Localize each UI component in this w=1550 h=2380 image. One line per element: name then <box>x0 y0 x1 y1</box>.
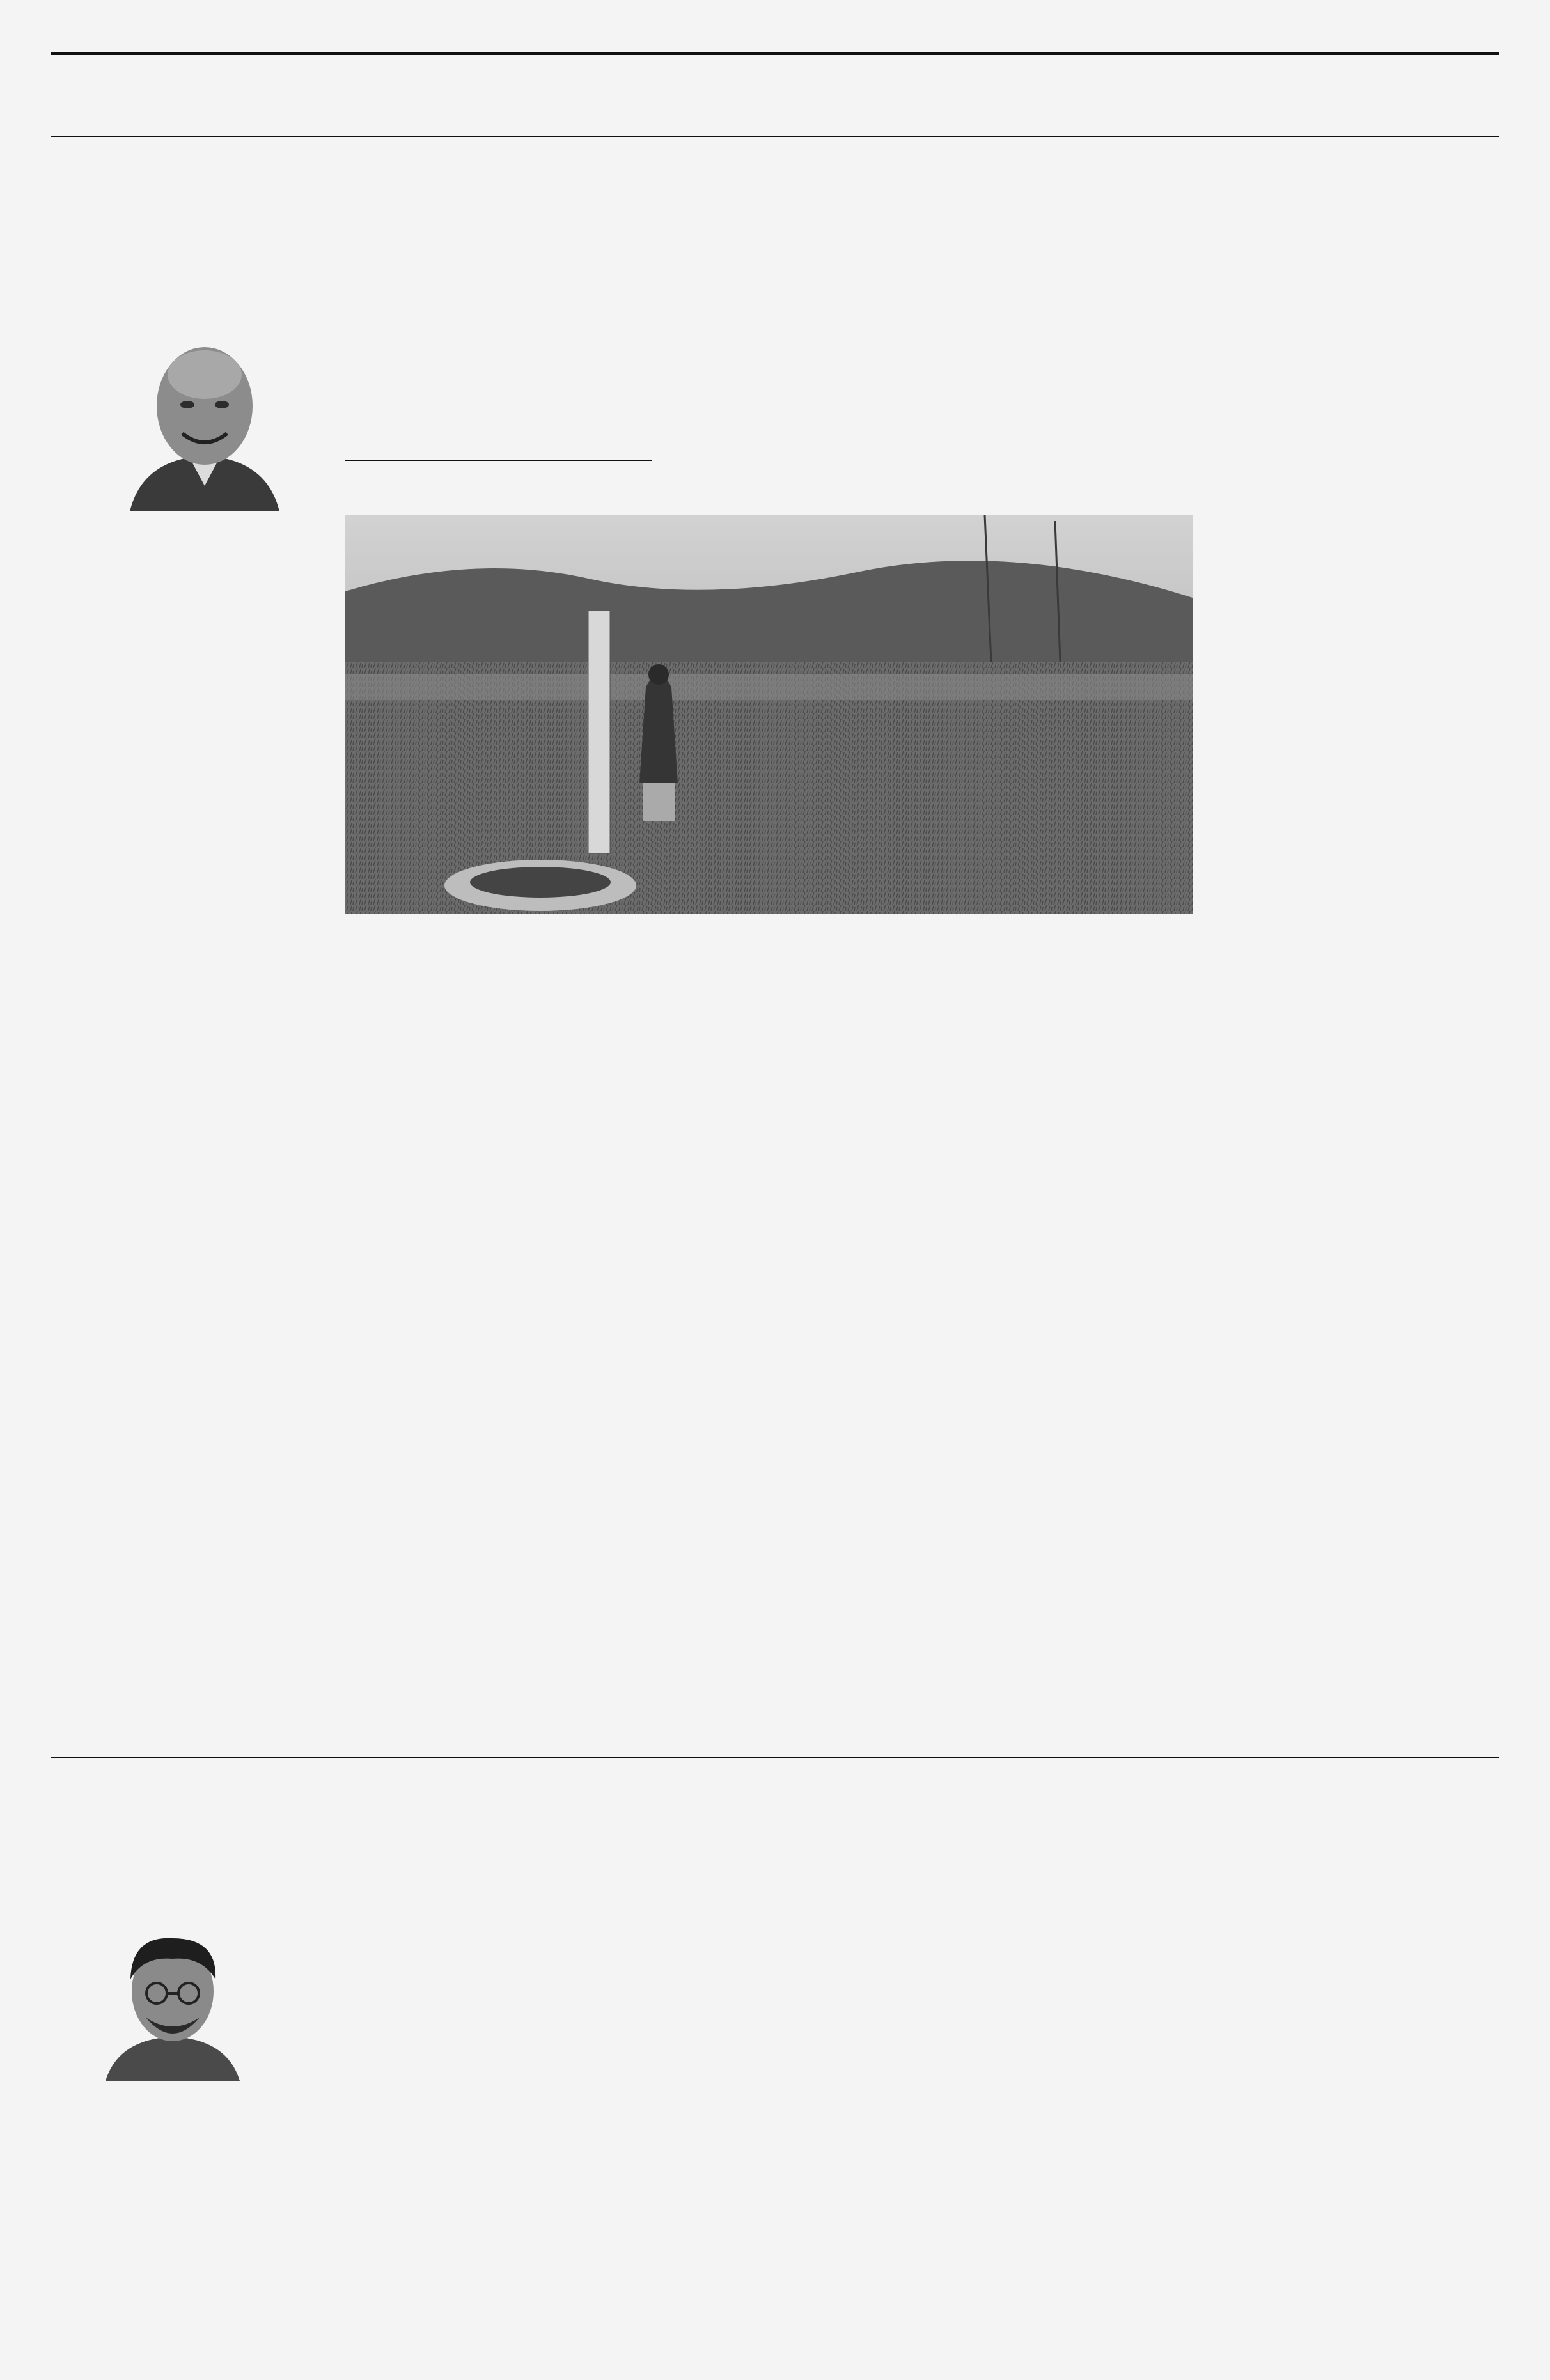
top-rule <box>51 52 1499 55</box>
article1-col-a <box>652 336 918 504</box>
author-portrait-shamsudduha <box>125 332 285 511</box>
article1-col-bottom-3 <box>633 959 902 1748</box>
byline-rule <box>345 460 652 461</box>
article1-col-b <box>937 336 1193 504</box>
masthead-rule <box>51 136 1499 137</box>
article1-col-bottom-2 <box>345 959 614 1748</box>
article1-col-right <box>1212 336 1496 1748</box>
article2-col-2 <box>345 2096 620 2282</box>
article2-col-5 <box>1215 1924 1496 2282</box>
article1-col-left <box>54 515 322 1748</box>
article-divider <box>51 1757 1499 1758</box>
author-portrait-pieal <box>96 1924 249 2081</box>
article2-col-3 <box>639 1924 911 2282</box>
article1-photo <box>345 515 1193 914</box>
article2-col-4 <box>927 1924 1199 2282</box>
article1-col-bottom-4 <box>921 959 1193 1748</box>
article2-col-1 <box>54 2096 325 2282</box>
